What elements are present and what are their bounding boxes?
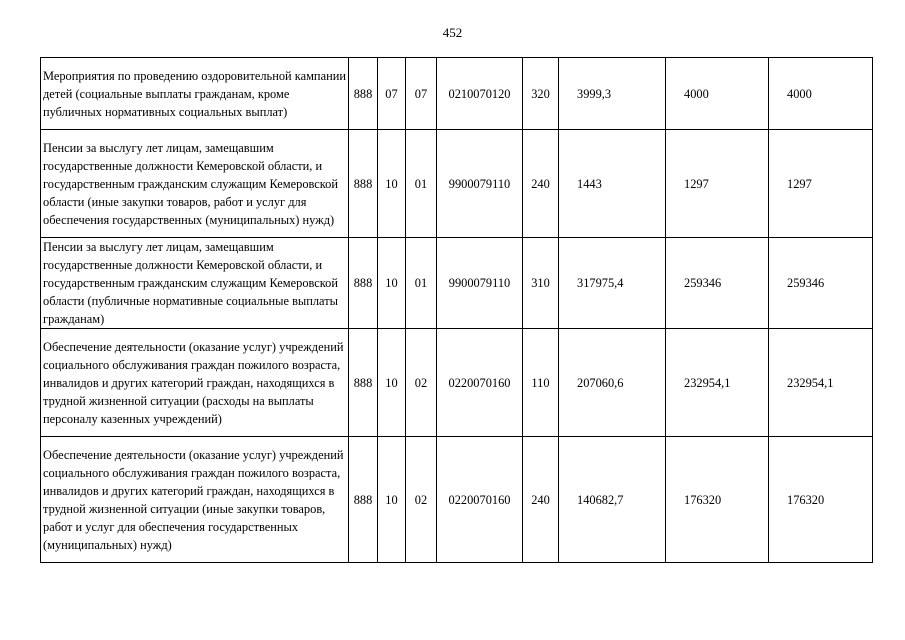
row-section-code: 07 — [378, 58, 406, 130]
row-sum-1: 3999,3 — [559, 58, 666, 130]
row-target-article: 0210070120 — [437, 58, 523, 130]
row-section-code: 10 — [378, 238, 406, 329]
row-sum-2: 176320 — [666, 437, 769, 563]
row-sum-3: 232954,1 — [769, 329, 873, 437]
row-ved-code: 888 — [349, 238, 378, 329]
row-sum-2: 232954,1 — [666, 329, 769, 437]
table-row — [41, 58, 873, 130]
row-description: Обеспечение деятельности (оказание услуг) учреждений социального обслуживания граждан пожилого возраста, инвалидов и других категорий граждан, находящихся в трудной жизненной ситуации (иные закупки товаров, работ и услуг для обеспечения государственных (муниципальных) нужд) — [41, 437, 349, 563]
row-sum-1: 140682,7 — [559, 437, 666, 563]
row-expense-type: 110 — [523, 329, 559, 437]
row-subsection-code: 02 — [406, 437, 437, 563]
row-section-code: 10 — [378, 437, 406, 563]
row-subsection-code: 07 — [406, 58, 437, 130]
row-ved-code: 888 — [349, 130, 378, 238]
row-target-article: 0220070160 — [437, 437, 523, 563]
row-target-article: 9900079110 — [437, 238, 523, 329]
row-target-article: 9900079110 — [437, 130, 523, 238]
row-section-code: 10 — [378, 130, 406, 238]
table-row — [41, 238, 873, 329]
row-ved-code: 888 — [349, 58, 378, 130]
table-row — [41, 329, 873, 437]
row-sum-1: 317975,4 — [559, 238, 666, 329]
row-sum-3: 176320 — [769, 437, 873, 563]
budget-table — [40, 57, 873, 563]
table-row — [41, 130, 873, 238]
row-expense-type: 310 — [523, 238, 559, 329]
row-target-article: 0220070160 — [437, 329, 523, 437]
row-ved-code: 888 — [349, 329, 378, 437]
row-description: Обеспечение деятельности (оказание услуг) учреждений социального обслуживания граждан пожилого возраста, инвалидов и других категорий граждан, находящихся в трудной жизненной ситуации (расходы на выплаты персоналу казенных учреждений) — [41, 329, 349, 437]
row-expense-type: 240 — [523, 437, 559, 563]
row-description: Пенсии за выслугу лет лицам, замещавшим государственные должности Кемеровской области, и государственным гражданским служащим Кемеровской области (иные закупки товаров, работ и услуг для обеспечения государственных (муниципальных) нужд) — [41, 130, 349, 238]
row-expense-type: 240 — [523, 130, 559, 238]
row-sum-3: 4000 — [769, 58, 873, 130]
page-number: 452 — [442, 25, 463, 40]
row-sum-1: 207060,6 — [559, 329, 666, 437]
row-ved-code: 888 — [349, 437, 378, 563]
row-description: Мероприятия по проведению оздоровительной кампании детей (социальные выплаты гражданам, кроме публичных нормативных социальных выплат) — [41, 58, 349, 130]
row-sum-2: 4000 — [666, 58, 769, 130]
row-sum-3: 1297 — [769, 130, 873, 238]
row-section-code: 10 — [378, 329, 406, 437]
row-subsection-code: 01 — [406, 130, 437, 238]
row-subsection-code: 02 — [406, 329, 437, 437]
row-sum-3: 259346 — [769, 238, 873, 329]
table-row — [41, 437, 873, 563]
row-sum-1: 1443 — [559, 130, 666, 238]
row-description: Пенсии за выслугу лет лицам, замещавшим государственные должности Кемеровской области, и государственным гражданским служащим Кемеровской области (публичные нормативные социальные выплаты гражданам) — [41, 238, 349, 329]
row-expense-type: 320 — [523, 58, 559, 130]
row-sum-2: 1297 — [666, 130, 769, 238]
row-subsection-code: 01 — [406, 238, 437, 329]
row-sum-2: 259346 — [666, 238, 769, 329]
